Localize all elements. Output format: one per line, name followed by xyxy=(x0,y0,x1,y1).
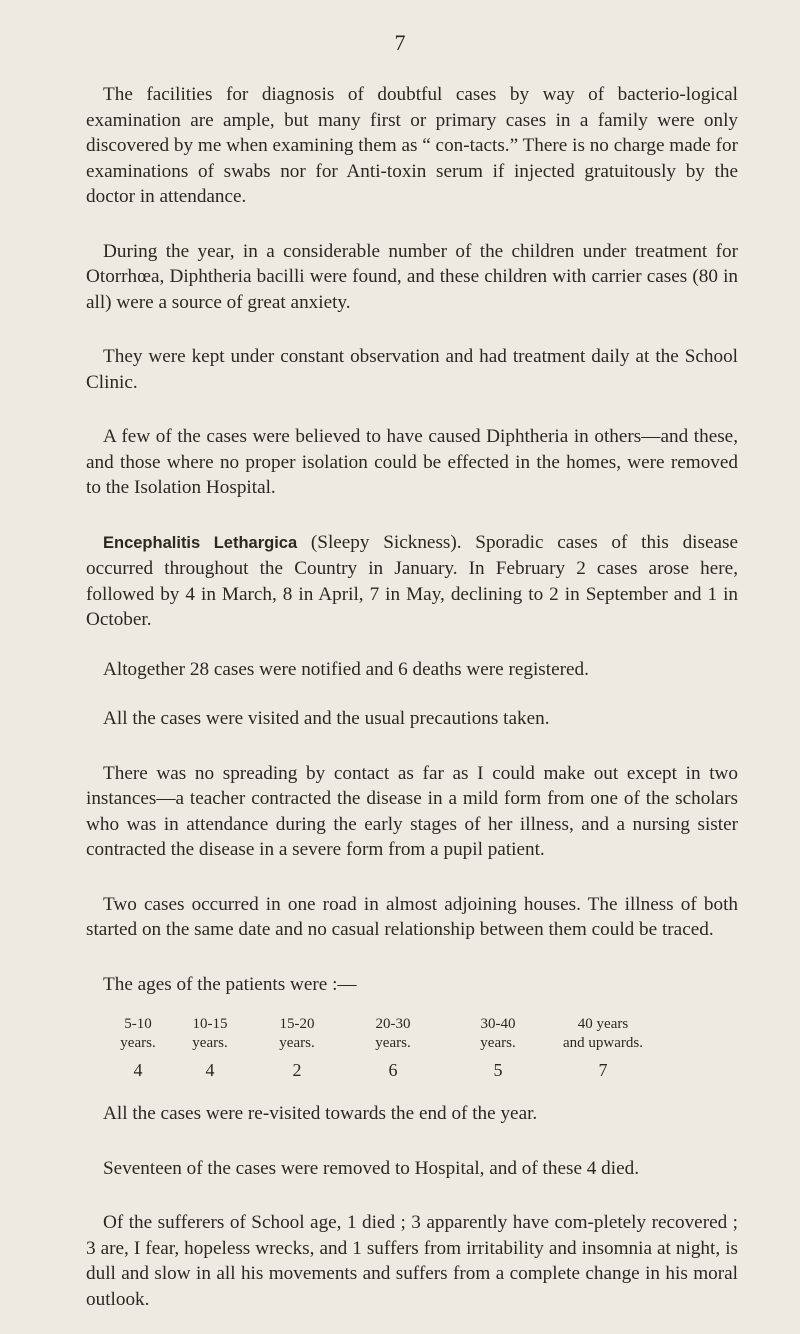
age-range: 30-40 xyxy=(480,1016,516,1032)
paragraph-contact-spread: There was no spreading by contact as far as I could make out except in two instances—a teacher contracted the disease in a mild form from one of the scholars who was in attendance during the early stages of her illness, and a nursing sister contracted the disease in a severe form from a pupil patient. xyxy=(86,762,738,860)
age-unit: years. xyxy=(120,1035,156,1051)
paragraph-notified-deaths: Altogether 28 cases were notified and 6 deaths were registered. xyxy=(103,658,589,680)
ages-table-unit-row xyxy=(110,1034,656,1053)
age-count: 4 xyxy=(133,1060,143,1080)
encephalitis-heading: Encephalitis Lethargica xyxy=(103,533,298,552)
ages-table xyxy=(110,1015,656,1081)
ages-table-count-row xyxy=(110,1053,656,1081)
paragraph-adjoining-houses: Two cases occurred in one road in almost adjoining houses. The illness of both started on the same date and no casual relationship between them could be traced. xyxy=(86,893,738,940)
paragraph-isolation-hospital: A few of the cases were believed to have caused Diphtheria in others—and these, and those where no proper isolation could be effected in the homes, were removed to the Isolation Hospital. xyxy=(86,426,738,498)
age-range: 20-30 xyxy=(375,1016,411,1032)
age-range: 5-10 xyxy=(124,1016,152,1032)
age-count: 4 xyxy=(205,1060,215,1080)
paragraph-visited: All the cases were visited and the usual precautions taken. xyxy=(103,708,550,729)
age-range: 40 years xyxy=(577,1016,629,1032)
paragraph-diagnosis-facilities: The facilities for diagnosis of doubtful cases by way of bacterio-logical examination are ample, but many first or primary cases in a family were only discovered by me when examining them as “ con-tacts.” There is no charge made for examinations of swabs nor for Anti-toxin serum if injected gratuitously by the doctor in attendance. xyxy=(86,84,738,207)
encephalitis-text: (Sleepy Sickness). Sporadic cases of this disease occurred throughout the Country in January. In February 2 cases arose here, followed by 4 in March, 8 in April, 7 in May, declining to 2 in September and 1 in October. xyxy=(86,531,738,630)
paragraph-revisited: All the cases were re-visited towards the end of the year. xyxy=(103,1103,538,1124)
age-count: 7 xyxy=(598,1060,608,1080)
age-unit: years. xyxy=(192,1035,228,1051)
age-count: 6 xyxy=(388,1060,398,1080)
age-unit: and upwards. xyxy=(563,1035,643,1051)
age-count: 2 xyxy=(292,1060,302,1080)
paragraph-ages-intro: The ages of the patients were :— xyxy=(103,973,357,995)
paragraph-school-age-outcomes: Of the sufferers of School age, 1 died ; 3 apparently have com-pletely recovered ; 3 are, I fear, hopeless wrecks, and 1 suffers from irritability and insomnia at night, is dull and slow in all his movements and suffers from a complete change in his moral outlook. xyxy=(86,1212,738,1310)
paragraph-encephalitis xyxy=(86,530,738,633)
document-body xyxy=(86,82,738,1312)
age-range: 10-15 xyxy=(192,1016,228,1032)
page-number: 7 xyxy=(394,30,406,55)
age-unit: years. xyxy=(375,1035,411,1051)
paragraph-removed-hospital: Seventeen of the cases were removed to Hospital, and of these 4 died. xyxy=(103,1157,640,1179)
age-range: 15-20 xyxy=(279,1016,315,1032)
paragraph-observation: They were kept under constant observation and had treatment daily at the School Clinic. xyxy=(86,346,738,393)
age-count: 5 xyxy=(493,1060,503,1080)
age-unit: years. xyxy=(480,1035,516,1051)
ages-table-range-row xyxy=(110,1015,656,1034)
age-unit: years. xyxy=(279,1035,315,1051)
paragraph-otorrhoea-carriers: During the year, in a considerable number of the children under treatment for Otorrhœa, Diphtheria bacilli were found, and these children with carrier cases (80 in all) were a source of great anxiety. xyxy=(86,240,738,313)
